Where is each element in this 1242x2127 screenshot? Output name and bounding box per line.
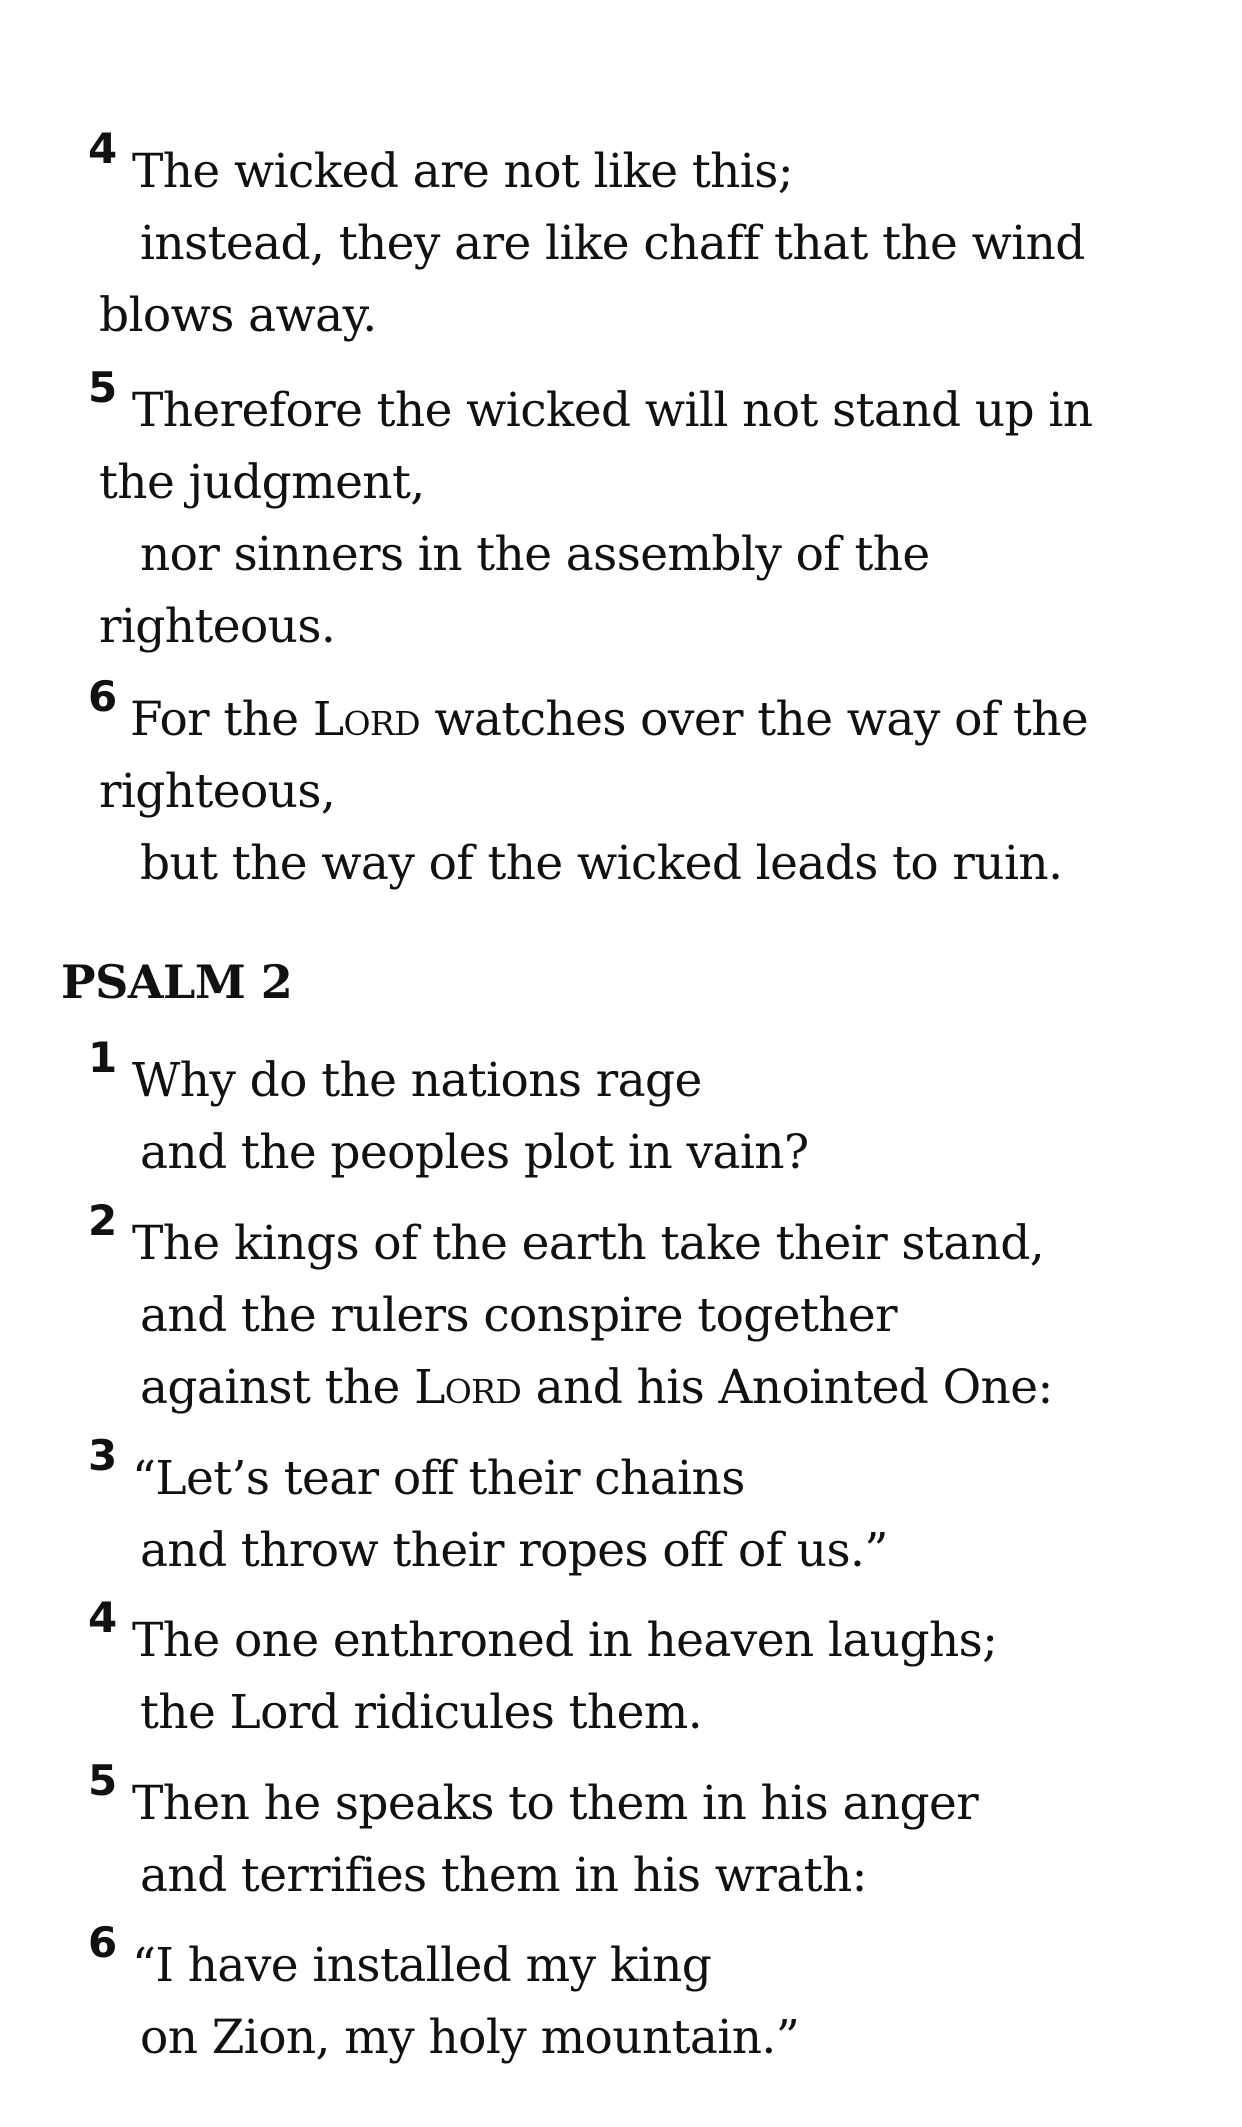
verse-number: 5 <box>88 1756 118 1805</box>
divine-name: Lord <box>312 692 421 747</box>
psalm2-verse-2 <box>0 1196 1242 1424</box>
verse-line: nor sinners in the assembly of the <box>140 527 930 582</box>
divine-name: Lord <box>414 1360 522 1415</box>
verse-number: 6 <box>88 672 118 721</box>
verse-line: “I have installed my king <box>132 1938 712 1993</box>
verse-line: and terrifies them in his wrath: <box>140 1848 867 1903</box>
verse-line: The kings of the earth take their stand, <box>132 1216 1045 1271</box>
psalm2-verse-1 <box>0 1033 1242 1189</box>
verse-line: For the Lord watches over the way of the <box>130 692 1089 747</box>
verse-number: 6 <box>88 1918 118 1967</box>
psalm2-verse-6 <box>0 1918 1242 2074</box>
verse-line: against the Lord and his Anointed One: <box>140 1360 1053 1415</box>
verse-number: 4 <box>88 124 118 173</box>
psalm2-verse-4 <box>0 1593 1242 1749</box>
verse-number: 5 <box>88 363 118 412</box>
psalm1-verse-5 <box>0 363 1242 663</box>
verse-line: the Lord ridicules them. <box>140 1685 703 1740</box>
psalm1-verse-4 <box>0 124 1242 352</box>
verse-line: Therefore the wicked will not stand up in <box>132 383 1093 438</box>
psalm1-verse-6 <box>0 672 1242 900</box>
verse-line: The one enthroned in heaven laughs; <box>132 1613 998 1668</box>
verse-number: 4 <box>88 1593 118 1642</box>
verse-line: instead, they are like chaff that the wind <box>140 216 1085 271</box>
verse-line: Why do the nations rage <box>132 1053 702 1108</box>
verse-line: and the rulers conspire together <box>140 1288 898 1343</box>
verse-line: righteous, <box>99 764 336 819</box>
verse-number: 3 <box>88 1431 118 1480</box>
verse-line: and throw their ropes off of us.” <box>140 1523 888 1578</box>
psalm2-verse-5 <box>0 1756 1242 1912</box>
verse-line: and the peoples plot in vain? <box>140 1125 809 1180</box>
verse-line: on Zion, my holy mountain.” <box>140 2010 800 2065</box>
verse-line: but the way of the wicked leads to ruin. <box>140 836 1063 891</box>
psalm-heading: PSALM 2 <box>61 955 293 1009</box>
psalm2-verse-3 <box>0 1431 1242 1587</box>
verse-number: 1 <box>88 1033 118 1082</box>
verse-line: Then he speaks to them in his anger <box>132 1776 979 1831</box>
verse-line: righteous. <box>99 599 336 654</box>
verse-line: the judgment, <box>99 455 425 510</box>
verse-line: “Let’s tear off their chains <box>132 1451 745 1506</box>
verse-line: blows away. <box>99 288 377 343</box>
verse-number: 2 <box>88 1196 118 1245</box>
verse-line: The wicked are not like this; <box>132 144 793 199</box>
